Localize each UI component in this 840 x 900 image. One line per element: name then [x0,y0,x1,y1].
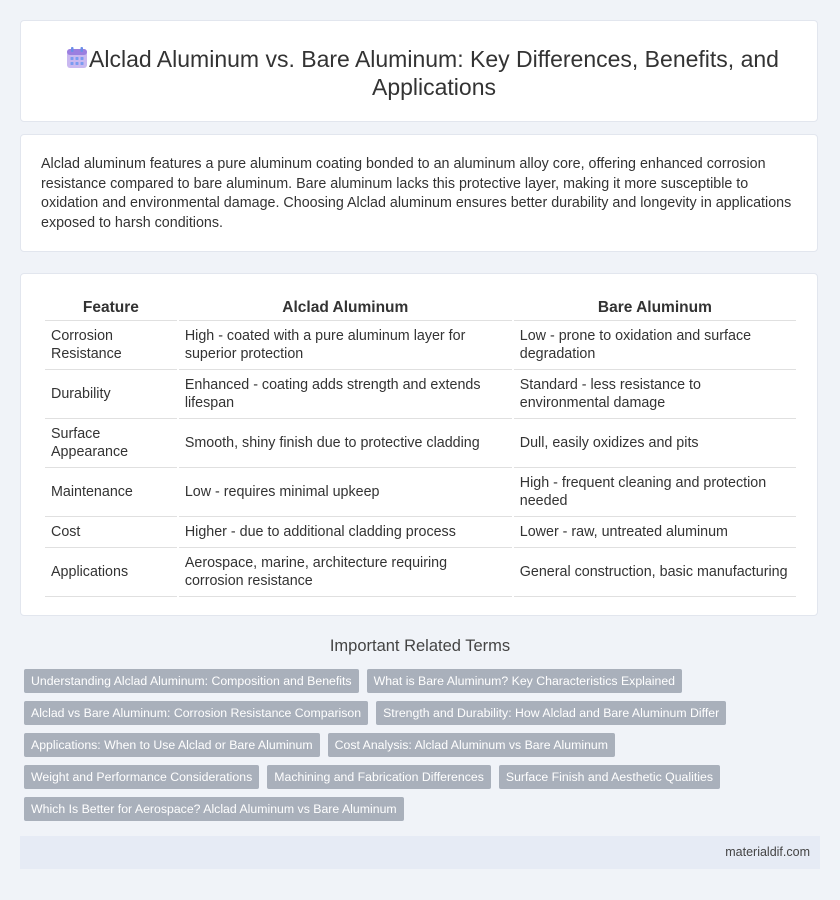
table-row [45,468,796,517]
page-title: Alclad Aluminum vs. Bare Aluminum: Key Differences, Benefits, and Applications [89,46,779,100]
table-cell: High - frequent cleaning and protection needed [514,468,796,517]
related-term-link[interactable]: Surface Finish and Aesthetic Qualities [499,765,720,789]
related-term-link[interactable]: Applications: When to Use Alclad or Bare Aluminum [24,733,320,757]
related-term-link[interactable]: Alclad vs Bare Aluminum: Corrosion Resistance Comparison [24,701,368,725]
column-header: Feature [45,296,177,321]
related-term-link[interactable]: Strength and Durability: How Alclad and Bare Aluminum Differ [376,701,726,725]
related-term-link[interactable]: Weight and Performance Considerations [24,765,259,789]
header-card [20,20,818,122]
table-row [45,321,796,370]
related-term-link[interactable]: Machining and Fabrication Differences [267,765,491,789]
related-terms-heading: Important Related Terms [329,637,511,655]
table-cell: High - coated with a pure aluminum layer for superior protection [179,321,512,370]
related-term-link[interactable]: Understanding Alclad Aluminum: Composition and Benefits [24,669,359,693]
comparison-card [20,273,818,616]
related-term-link[interactable]: Cost Analysis: Alclad Aluminum vs Bare Aluminum [328,733,615,757]
intro-card [20,134,818,252]
table-cell: Aerospace, marine, architecture requiring corrosion resistance [179,548,512,597]
table-header-row [45,296,796,321]
table-cell: Durability [45,370,177,419]
table-cell: Low - requires minimal upkeep [179,468,512,517]
related-term-link[interactable]: Which Is Better for Aerospace? Alclad Aluminum vs Bare Aluminum [24,797,404,821]
table-cell: Maintenance [45,468,177,517]
table-row [45,548,796,597]
related-term-link[interactable]: What is Bare Aluminum? Key Characteristics Explained [367,669,682,693]
site-name[interactable]: materialdif.com [725,845,810,859]
related-terms-list [24,669,814,829]
table-cell: Lower - raw, untreated aluminum [514,517,796,548]
table-row [45,370,796,419]
table-cell: Corrosion Resistance [45,321,177,370]
table-cell: General construction, basic manufacturing [514,548,796,597]
table-row [45,419,796,468]
column-header: Alclad Aluminum [179,296,512,321]
table-row [45,517,796,548]
table-cell: Applications [45,548,177,597]
comparison-table [43,296,798,597]
table-cell: Low - prone to oxidation and surface degradation [514,321,796,370]
intro-paragraph: Alclad aluminum features a pure aluminum coating bonded to an aluminum alloy core, offering enhanced corrosion resistance compared to bare aluminum. Bare aluminum lacks this protective layer, making it more susceptible to oxidation and environmental damage. Choosing Alclad aluminum ensures better durability and longevity in applications exposed to harsh conditions. [41,156,792,231]
table-cell: Higher - due to additional cladding process [179,517,512,548]
table-cell: Cost [45,517,177,548]
table-cell: Dull, easily oxidizes and pits [514,419,796,468]
footer [20,836,820,869]
table-cell: Surface Appearance [45,419,177,468]
table-cell: Standard - less resistance to environmental damage [514,370,796,419]
table-cell: Enhanced - coating adds strength and extends lifespan [179,370,512,419]
table-cell: Smooth, shiny finish due to protective cladding [179,419,512,468]
column-header: Bare Aluminum [514,296,796,321]
